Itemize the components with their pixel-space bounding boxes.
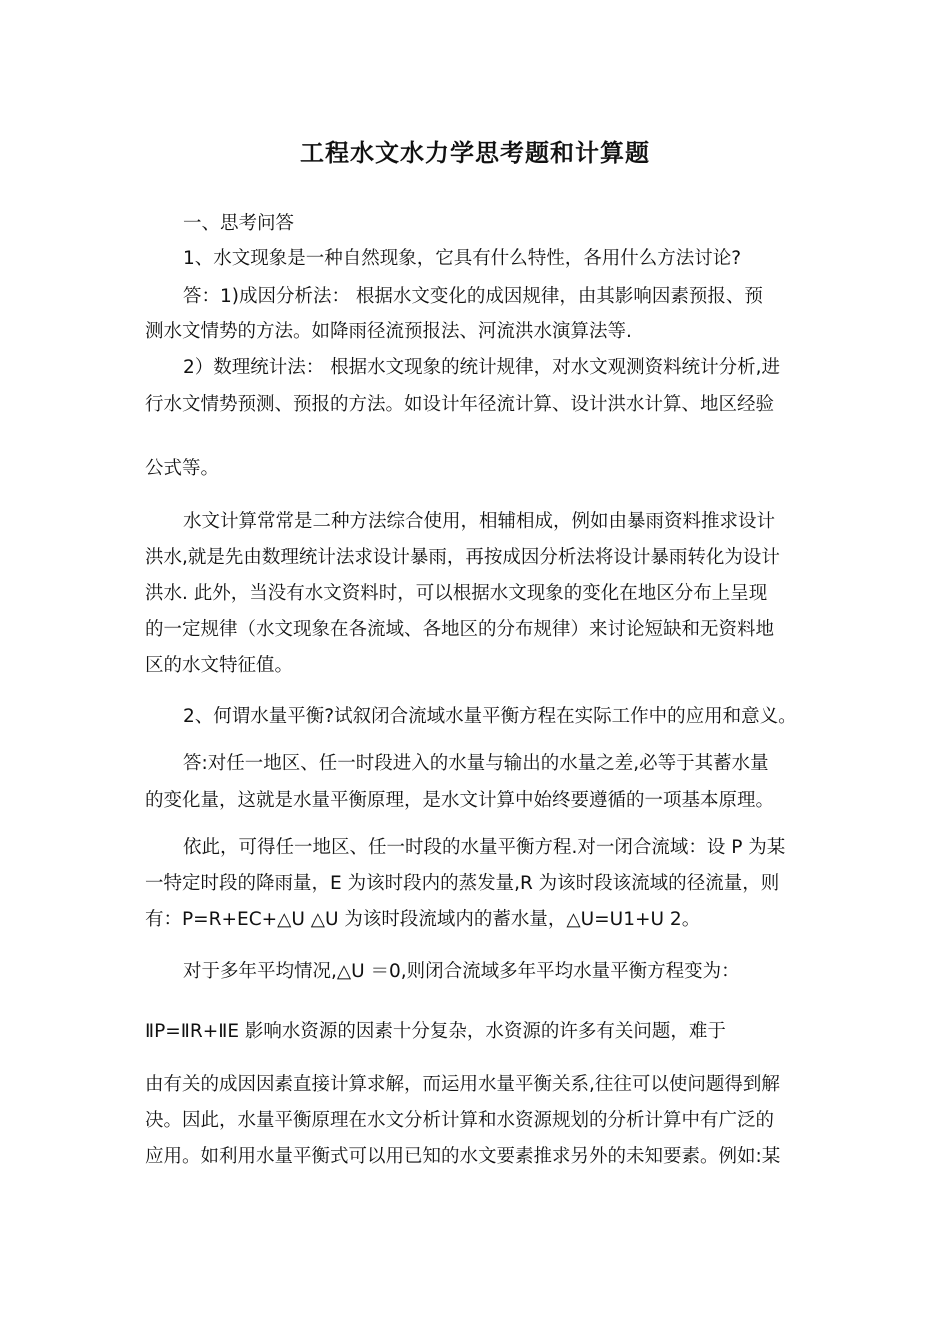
answer-line: 答：1)成因分析法： 根据水文变化的成因规律，由其影响因素预报、预 <box>183 286 763 307</box>
answer-line: 行水文情势预测、预报的方法。如设计年径流计算、设计洪水计算、地区经验 <box>145 394 775 415</box>
paragraph-line: 依此，可得任一地区、任一时段的水量平衡方程.对一闭合流域：设 P 为某 <box>183 837 786 858</box>
section-heading: 一、思考问答 <box>183 213 295 234</box>
paragraph-line: 的一定规律（水文现象在各流域、各地区的分布规律）来讨论短缺和无资料地 <box>145 619 775 640</box>
paragraph-line: 决。因此，水量平衡原理在水文分析计算和水资源规划的分析计算中有广泛的 <box>145 1110 775 1131</box>
answer-line: 公式等。 <box>145 458 220 479</box>
paragraph-line: 水文计算常常是二种方法综合使用，相辅相成，例如由暴雨资料推求设计 <box>183 511 776 532</box>
paragraph-line: 洪水,就是先由数理统计法求设计暴雨，再按成因分析法将设计暴雨转化为设计 <box>145 547 780 568</box>
answer-line: 的变化量，这就是水量平衡原理，是水文计算中始终要遵循的一项基本原理。 <box>145 790 775 811</box>
paragraph-line: 一特定时段的降雨量，E 为该时段内的蒸发量,R 为该时段该流域的径流量，则 <box>145 873 780 894</box>
answer-line: 测水文情势的方法。如降雨径流预报法、河流洪水演算法等. <box>145 321 632 342</box>
equation-line: ⅡP=ⅡR+ⅡE 影响水资源的因素十分复杂，水资源的许多有关问题，难于 <box>145 1021 726 1042</box>
paragraph-line: 应用。如利用水量平衡式可以用已知的水文要素推求另外的未知要素。例如:某 <box>145 1146 781 1167</box>
paragraph-line: 洪水. 此外，当没有水文资料时，可以根据水文现象的变化在地区分布上呈现 <box>145 583 768 604</box>
question-2: 2、何谓水量平衡?试叙闭合流域水量平衡方程在实际工作中的应用和意义。 <box>183 706 797 727</box>
paragraph-line: 对于多年平均情况,△U ＝0,则闭合流域多年平均水量平衡方程变为： <box>183 961 740 982</box>
question-1: 1、水文现象是一种自然现象，它具有什么特性，各用什么方法讨论? <box>183 248 742 269</box>
paragraph-line: 区的水文特征值。 <box>145 655 294 676</box>
answer-line: 答:对任一地区、任一时段进入的水量与输出的水量之差,必等于其蓄水量 <box>183 753 769 774</box>
paragraph-line: 由有关的成因因素直接计算求解，而运用水量平衡关系,往往可以使问题得到解 <box>145 1074 780 1095</box>
document-title: 工程水文水力学思考题和计算题 <box>300 139 650 167</box>
answer-line: 2）数理统计法： 根据水文现象的统计规律，对水文观测资料统计分析,进 <box>183 357 781 378</box>
equation-line: 有：P=R+EC+△U △U 为该时段流域内的蓄水量，△U=U1+U 2。 <box>145 909 701 930</box>
